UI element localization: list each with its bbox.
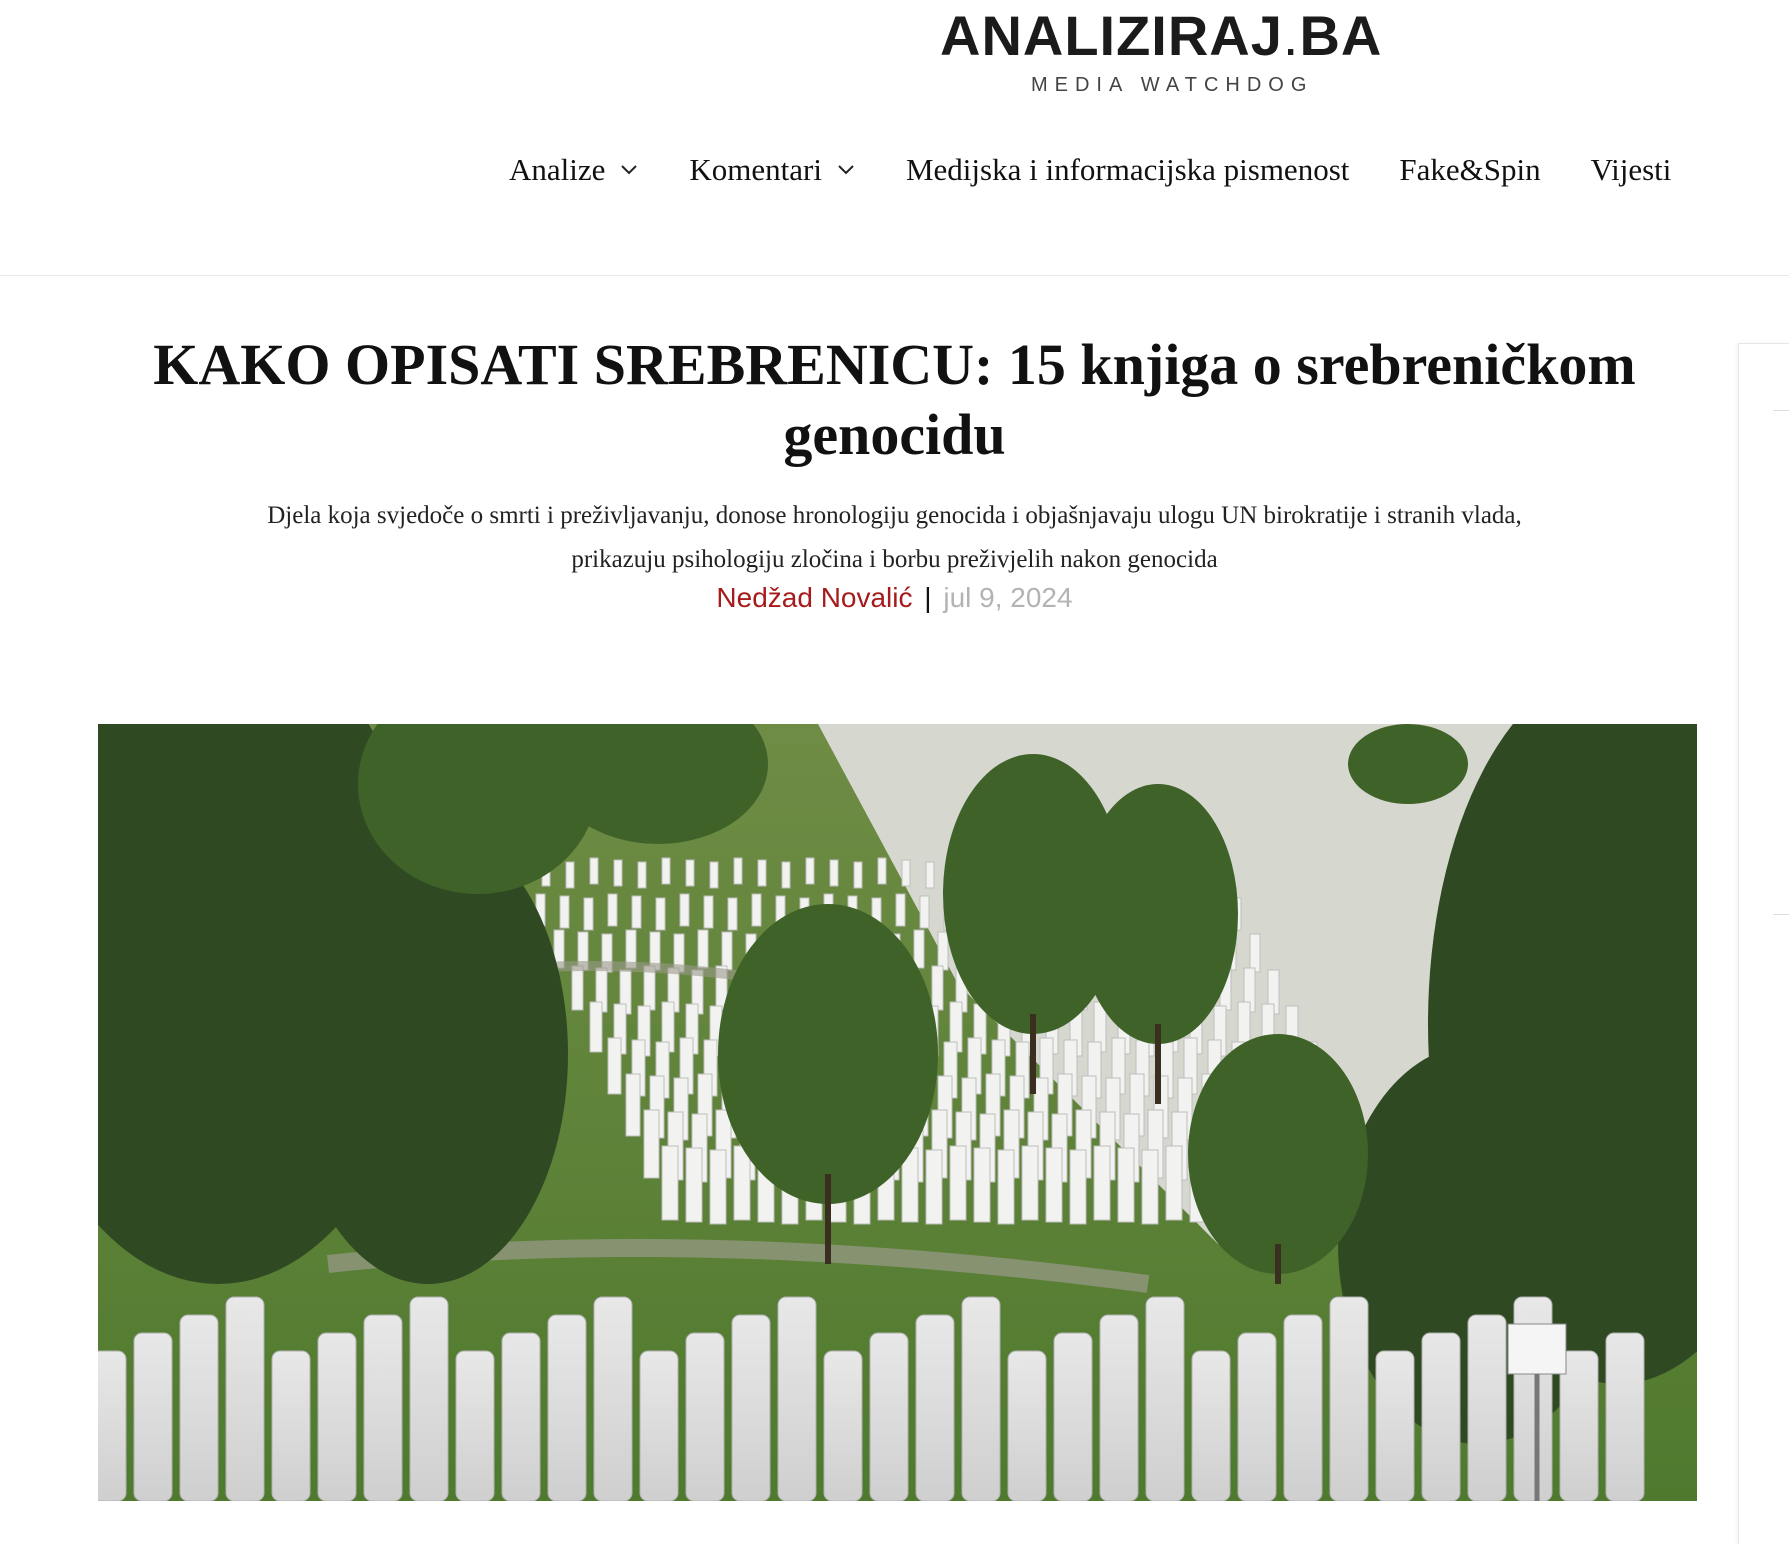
gravestone: [1422, 1333, 1460, 1501]
gravestone: [1166, 1146, 1182, 1220]
cemetery-photo: [98, 724, 1697, 1501]
article-title: KAKO OPISATI SREBRENICU: 15 knjiga o srebreničkom genocidu: [153, 332, 1636, 467]
gravestone: [778, 1297, 816, 1501]
gravestone: [590, 858, 598, 884]
main-nav: [509, 150, 1721, 190]
nav-item-label: Fake&Spin: [1399, 152, 1541, 187]
gravestone: [734, 858, 742, 884]
gravestone: [548, 1315, 586, 1501]
gravestone: [830, 860, 838, 886]
gravestone: [926, 862, 934, 888]
gravestone: [1070, 1150, 1086, 1224]
gravestone: [638, 862, 646, 888]
gravestone: [1606, 1333, 1644, 1501]
gravestone: [640, 1351, 678, 1501]
gravestone: [594, 1297, 632, 1501]
gravestone: [950, 1146, 966, 1220]
gravestone: [1238, 1333, 1276, 1501]
gravestone: [1250, 934, 1260, 972]
logo-wordmark: ANALIZIRAJ.BA: [940, 4, 1383, 67]
gravestone: [974, 1148, 990, 1222]
gravestone: [728, 898, 737, 930]
gravestone: [560, 896, 569, 928]
nav-item-label: Medijska i informacijska pismenost: [905, 152, 1350, 187]
gravestone: [998, 1150, 1014, 1224]
gravestone: [932, 966, 943, 1010]
gravestone: [1118, 1148, 1134, 1222]
nav-item-fake-spin[interactable]: [1399, 152, 1540, 188]
nav-item-label: Vijesti: [1590, 152, 1672, 187]
gravestone: [1094, 1146, 1110, 1220]
author-link[interactable]: Nedžad Novalić: [716, 582, 913, 613]
gravestone: [854, 862, 862, 888]
gravestone: [1146, 1297, 1184, 1501]
gravestone: [734, 1146, 750, 1220]
gravestone: [1008, 1351, 1046, 1501]
article-subtitle: Djela koja svjedoče o smrti i preživljavanju, donose hronologiju genocida i objašnjavaju ulogu UN birokratije i stranih vlada, prikazuju psihologiju zločina i borbu preživjelih nakon genocida: [267, 502, 1522, 573]
gravestone: [710, 1150, 726, 1224]
header-divider: [0, 275, 1789, 276]
gravestone: [98, 1351, 126, 1501]
gravestone: [566, 862, 574, 888]
nav-item-komentari[interactable]: [689, 152, 856, 188]
gravestone: [614, 860, 622, 886]
gravestone: [590, 1002, 602, 1052]
gravestone: [1100, 1315, 1138, 1501]
gravestone: [704, 896, 713, 928]
gravestone: [752, 894, 761, 926]
gravestone: [710, 862, 718, 888]
gravestone: [456, 1351, 494, 1501]
logo-tagline: MEDIA WATCHDOG: [1030, 74, 1314, 96]
gravestone: [914, 930, 924, 968]
gravestone: [226, 1297, 264, 1501]
site-logo[interactable]: [940, 4, 1382, 97]
gravestone: [662, 858, 670, 884]
gravestone: [1192, 1351, 1230, 1501]
gravestone: [608, 894, 617, 926]
chevron-down-icon: [619, 163, 639, 177]
gravestone: [1376, 1351, 1414, 1501]
gravestone: [722, 932, 732, 970]
nav-item-analize[interactable]: [509, 152, 639, 188]
nav-item-label: Analize: [509, 152, 606, 187]
gravestone: [870, 1333, 908, 1501]
hero-image: [98, 724, 1697, 1501]
gravestone: [1046, 1148, 1062, 1222]
gravestone: [584, 898, 593, 930]
gravestone: [1142, 1150, 1158, 1224]
gravestone: [656, 898, 665, 930]
gravestone: [686, 860, 694, 886]
gravestone: [644, 1110, 659, 1178]
gravestone: [920, 896, 929, 928]
nav-item-medijska-pismenost[interactable]: [906, 152, 1349, 188]
gravestone: [782, 862, 790, 888]
gravestone: [572, 966, 583, 1010]
gravestone: [1054, 1333, 1092, 1501]
gravestone: [938, 932, 948, 970]
gravestone: [680, 894, 689, 926]
byline-separator: |: [924, 582, 932, 613]
gravestone: [902, 860, 910, 886]
gravestone: [626, 1074, 640, 1136]
gravestone: [180, 1315, 218, 1501]
gravestone: [824, 1351, 862, 1501]
publish-date: jul 9, 2024: [943, 582, 1073, 613]
gravestone: [502, 1333, 540, 1501]
sidebar-card: [1738, 343, 1789, 1544]
gravestone: [732, 1315, 770, 1501]
article-byline: [0, 582, 1789, 614]
gravestone: [806, 858, 814, 884]
gravestone: [1284, 1315, 1322, 1501]
gravestone: [1330, 1297, 1368, 1501]
gravestone: [272, 1351, 310, 1501]
gravestone: [318, 1333, 356, 1501]
gravestone: [662, 1146, 678, 1220]
divider: [1773, 410, 1789, 411]
nav-item-vijesti[interactable]: [1591, 152, 1672, 188]
divider: [1773, 914, 1789, 915]
gravestone: [686, 1148, 702, 1222]
gravestone: [134, 1333, 172, 1501]
chevron-down-icon: [836, 163, 856, 177]
gravestone: [926, 1150, 942, 1224]
gravestone: [896, 894, 905, 926]
gravestone: [608, 1038, 621, 1094]
gravestone: [962, 1297, 1000, 1501]
gravestone: [1022, 1146, 1038, 1220]
gravestone: [698, 930, 708, 968]
gravestone: [364, 1315, 402, 1501]
gravestone: [916, 1315, 954, 1501]
gravestone: [878, 858, 886, 884]
gravestone: [410, 1297, 448, 1501]
gravestone: [686, 1333, 724, 1501]
nav-item-label: Komentari: [689, 152, 822, 187]
gravestone: [632, 896, 641, 928]
gravestone: [758, 860, 766, 886]
gravestone: [1468, 1315, 1506, 1501]
